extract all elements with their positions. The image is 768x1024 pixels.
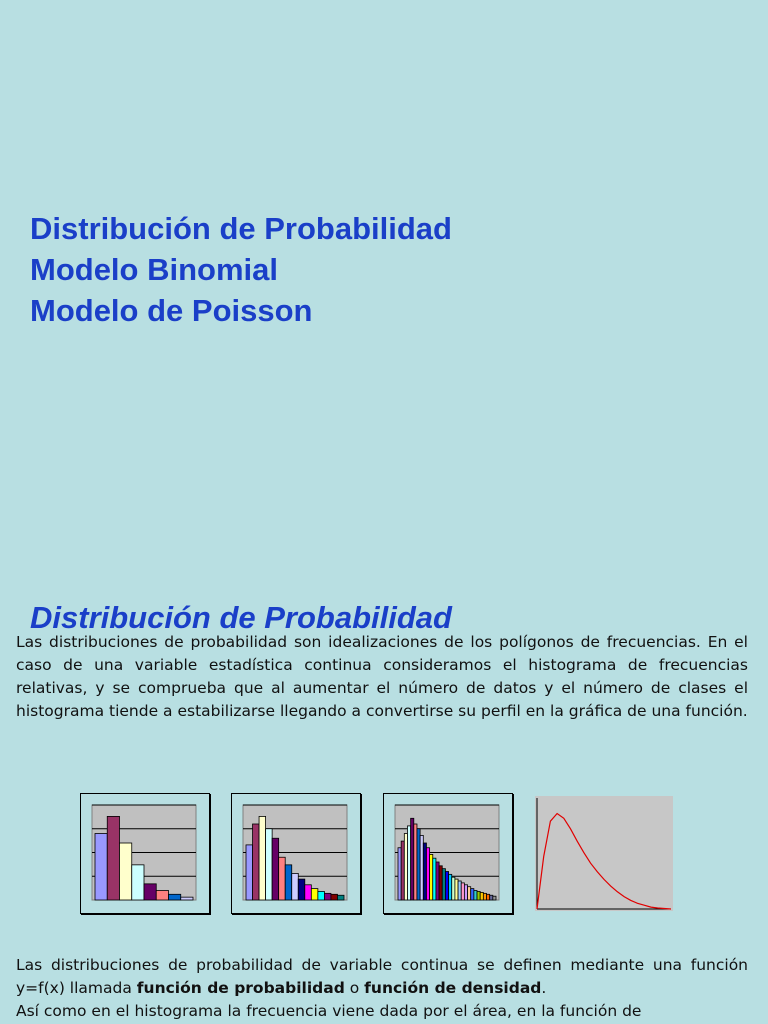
histogram-3-bar [407,826,410,900]
title-line-2: Modelo Binomial [30,252,278,287]
density-curve [535,796,673,911]
definition-bold-2: función de densidad [364,979,542,997]
histogram-2-bar [292,873,299,900]
histogram-3-bar [433,858,436,900]
histogram-2-bar [272,838,279,900]
histogram-3-bar [474,891,477,901]
histogram-3-bar [417,829,420,900]
definition-paragraph [16,954,748,1023]
histogram-2-bar [318,891,325,900]
histogram-2-svg [232,794,360,913]
histogram-1-bar [107,816,119,900]
histogram-3-bar [423,843,426,900]
histogram-2-bar [285,865,292,900]
histogram-2-bar [246,845,253,900]
histogram-2-bar [305,885,312,900]
definition-text-1: Las distribuciones de probabilidad de variable continua se definen mediante una función y=f(x) llamada [16,956,748,997]
histogram-3-bar [439,866,442,900]
histogram-2-bar [337,895,344,900]
histogram-3-bar [414,824,417,900]
histogram-3-bar [426,848,429,900]
histogram-1-bar [120,843,132,900]
histogram-3-bar [493,896,496,900]
histogram-3-bar [487,894,490,900]
histogram-2-bar [279,857,286,900]
definition-bold-1: función de probabilidad [136,979,345,997]
intro-paragraph: Las distribuciones de probabilidad son idealizaciones de los polígonos de frecuencias. En el caso de una variable estadística continua consideramos el histograma de frecuencias relativas, y se comprueba que al aumentar el número de datos y el número de clases el histograma tiende a estabilizarse llegando a convertirse su perfil en la gráfica de una función. [16,633,748,720]
density-curve-svg [535,796,673,911]
histogram-3-bar [458,881,461,900]
histogram-3-bar [436,862,439,900]
histogram-1-bar [181,897,193,900]
histogram-1-bar [95,834,107,901]
title-block [30,208,452,331]
histogram-1-bar [169,894,181,900]
histogram-1-bar [144,884,156,900]
histogram-2 [231,793,361,914]
histogram-2-bar [253,824,260,900]
histogram-3-bar [483,893,486,900]
density-line [537,814,671,910]
histogram-3-bar [477,891,480,900]
definition-line-2: Así como en el histograma la frecuencia viene dada por el área, en la función de [16,1002,642,1020]
histogram-3-bar [464,885,467,900]
histogram-3-bar [452,877,455,900]
histogram-3-bar [445,872,448,901]
section-heading: Distribución de Probabilidad [30,600,452,635]
histogram-1 [80,793,210,914]
histogram-3-bar [468,887,471,900]
definition-text-mid: o [344,979,365,997]
histogram-3-bar [471,889,474,900]
histogram-3-svg [384,794,512,913]
histogram-3-bar [480,892,483,900]
histogram-3-bar [420,835,423,900]
title-line-3: Modelo de Poisson [30,293,313,328]
histogram-2-bar [259,816,266,900]
histogram-2-bar [331,894,338,900]
histogram-3-bar [449,874,452,900]
histogram-3-bar [398,848,401,900]
histogram-3-bar [442,869,445,900]
histogram-1-svg [81,794,209,913]
histogram-3-bar [404,834,407,901]
histogram-3 [383,793,513,914]
histogram-2-bar [324,893,331,900]
histogram-3-bar [455,879,458,900]
histogram-2-bar [266,829,273,900]
histogram-3-bar [490,895,493,900]
histogram-3-bar [430,854,433,900]
histogram-1-bar [156,891,168,901]
histogram-3-bar [401,841,404,900]
histogram-2-bar [298,879,305,900]
histogram-2-bar [311,889,318,900]
histogram-1-bar [132,865,144,900]
definition-text-2: . [541,979,547,997]
histogram-3-bar [411,818,414,900]
title-line-1: Distribución de Probabilidad [30,211,452,246]
histogram-3-bar [461,883,464,900]
